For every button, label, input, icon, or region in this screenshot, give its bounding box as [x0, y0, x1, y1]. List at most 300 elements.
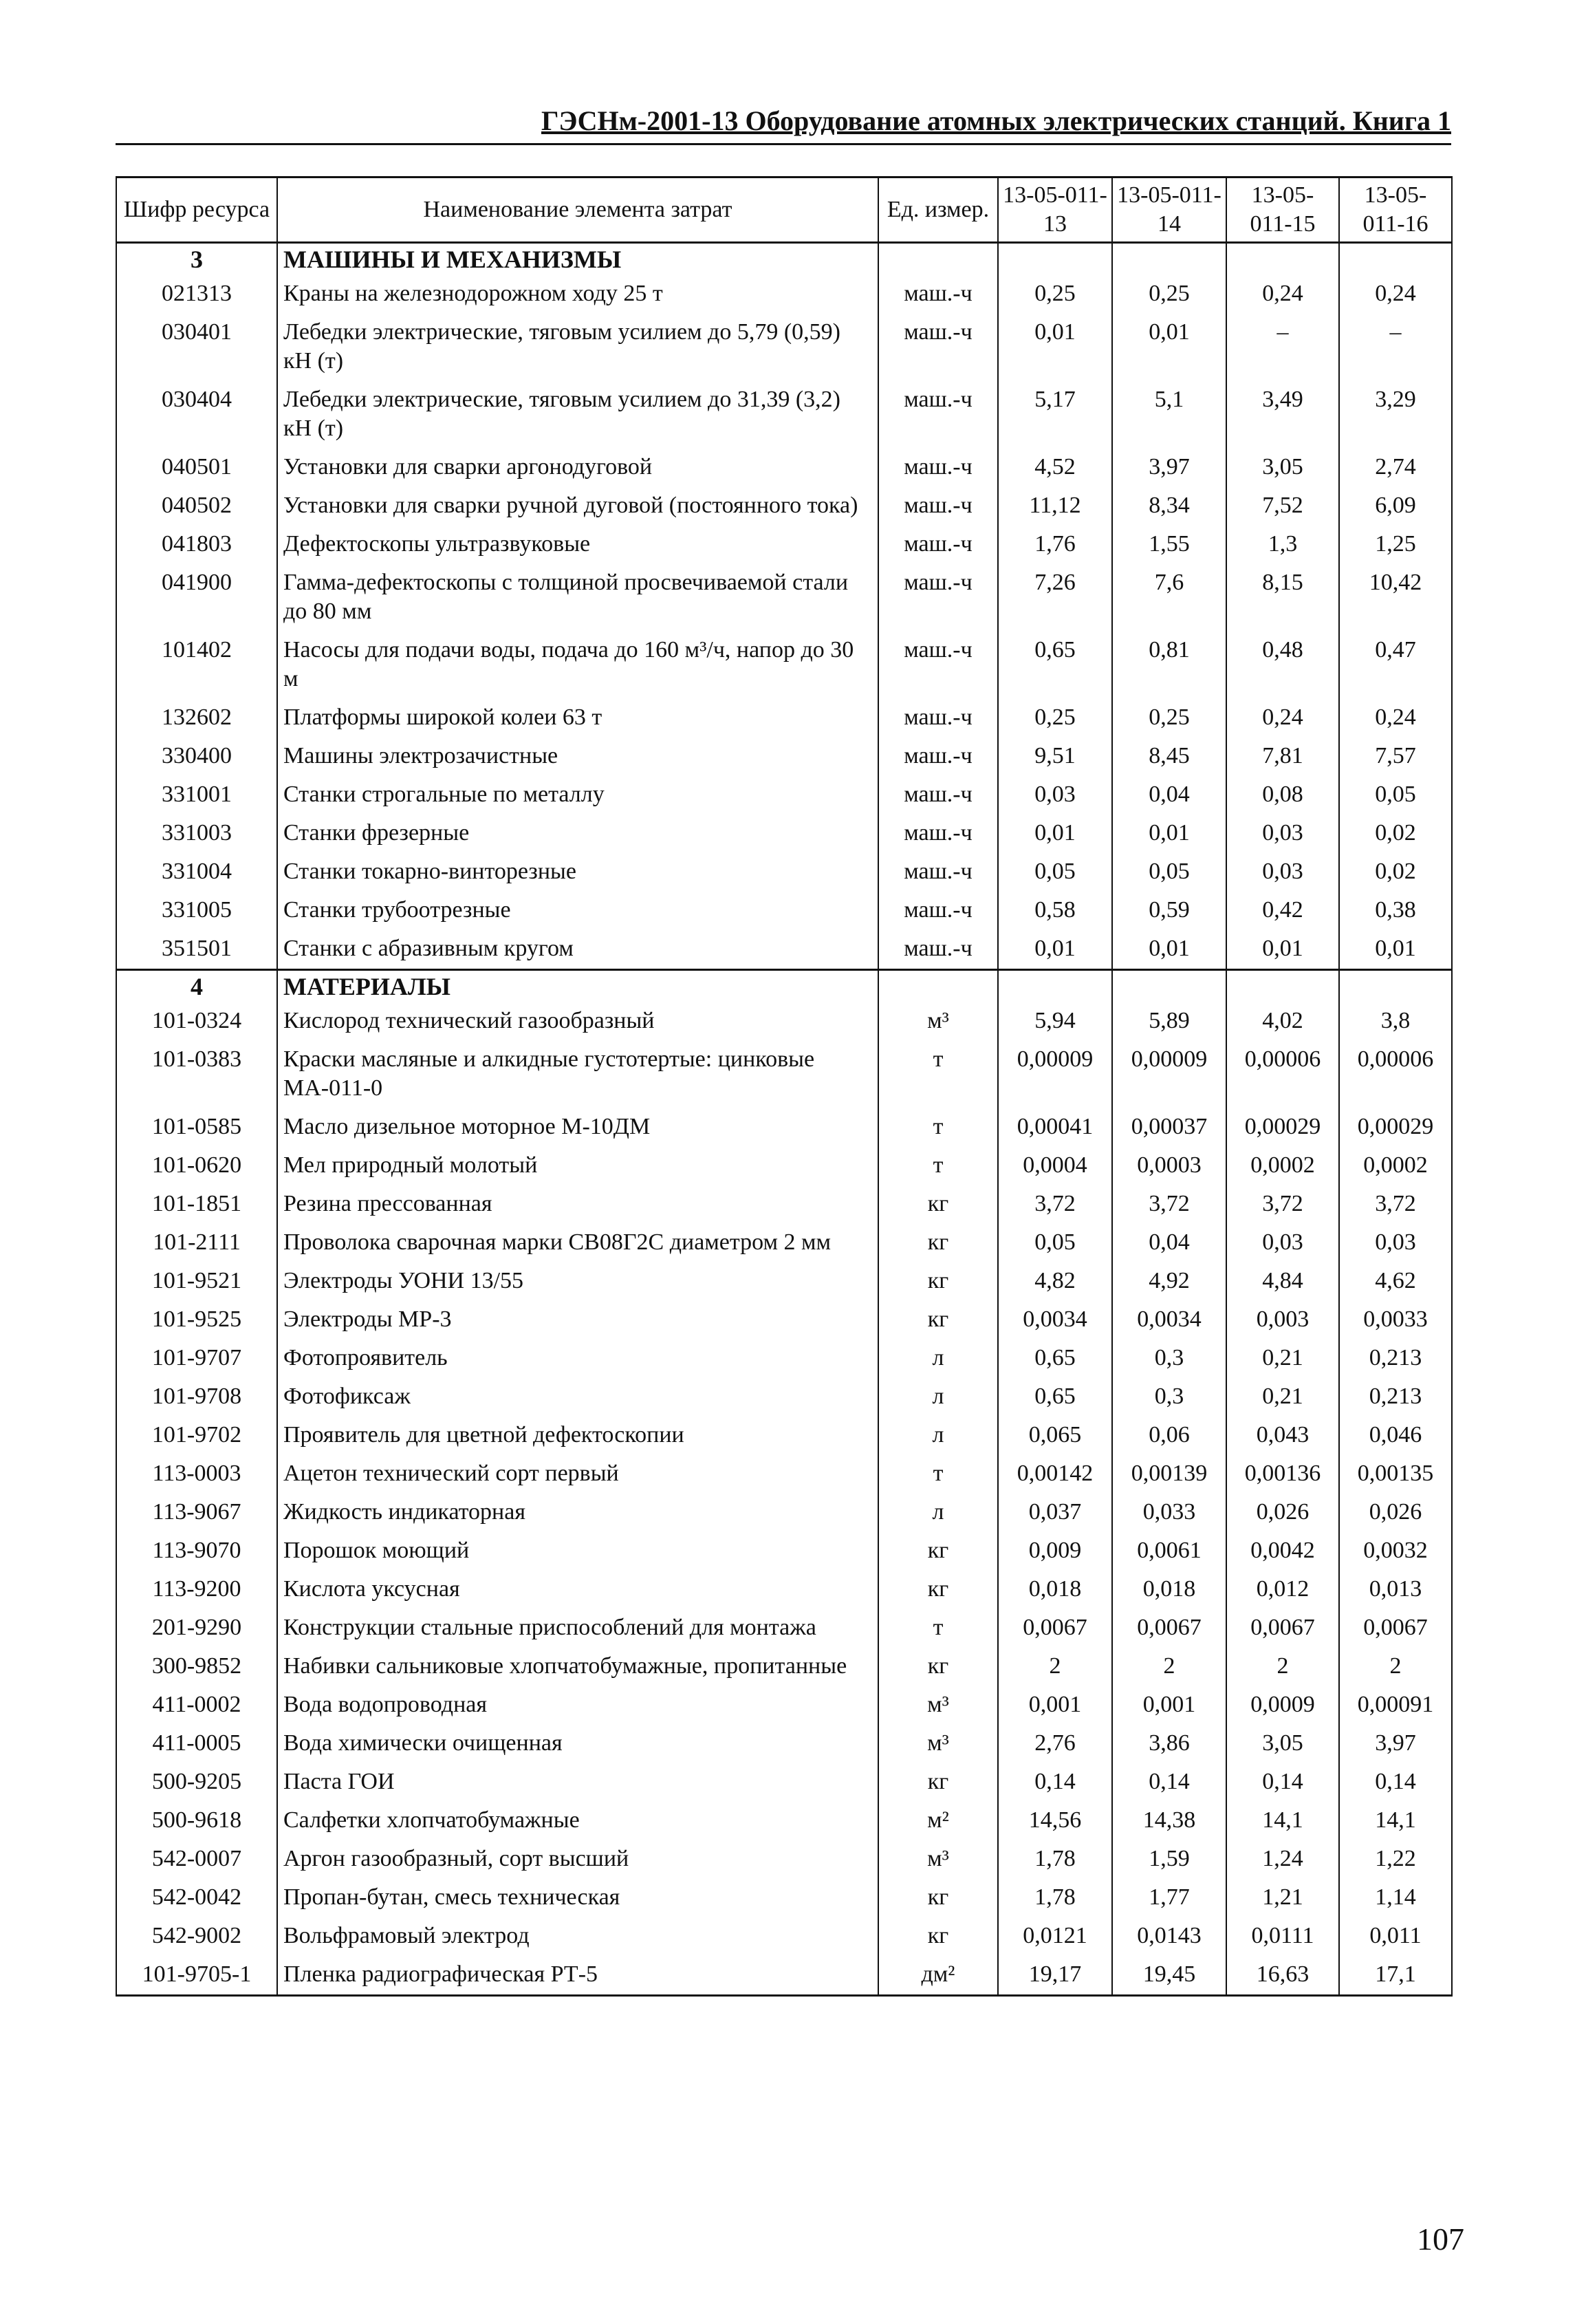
resource-name-cell: Проволока сварочная марки СВ08Г2С диаметром 2 мм: [277, 1224, 878, 1262]
value-cell: 0,03: [1226, 815, 1339, 853]
value-cell: 5,89: [1112, 1002, 1226, 1041]
value-cell: 0,001: [998, 1686, 1112, 1725]
unit-cell: кг: [878, 1262, 998, 1301]
value-cell: 0,046: [1339, 1417, 1452, 1455]
value-cell: 0,04: [1112, 1224, 1226, 1262]
resource-name-cell: Резина прессованная: [277, 1185, 878, 1224]
table-row: [116, 1147, 1452, 1185]
value-cell: 17,1: [1339, 1956, 1452, 1996]
value-cell: 0,0002: [1226, 1147, 1339, 1185]
value-cell: 0,38: [1339, 892, 1452, 930]
column-header: 13-05-011-13: [998, 177, 1112, 243]
resource-code-cell: 542-0007: [116, 1840, 277, 1879]
table-row: [116, 1648, 1452, 1686]
empty-cell: [1226, 243, 1339, 276]
resource-code-cell: 113-9067: [116, 1494, 277, 1532]
document-header: [116, 103, 1451, 145]
unit-cell: т: [878, 1147, 998, 1185]
unit-cell: маш.-ч: [878, 699, 998, 738]
resource-code-cell: 101-9525: [116, 1301, 277, 1339]
value-cell: 3,49: [1226, 381, 1339, 449]
table-row: [116, 892, 1452, 930]
resource-name-cell: Лебедки электрические, тяговым усилием до 5,79 (0,59) кН (т): [277, 314, 878, 381]
value-cell: 0,08: [1226, 776, 1339, 815]
resource-code-cell: 113-0003: [116, 1455, 277, 1494]
value-cell: 5,94: [998, 1002, 1112, 1041]
table-row: [116, 275, 1452, 314]
value-cell: 0,05: [1339, 776, 1452, 815]
resource-code-cell: 101-9705-1: [116, 1956, 277, 1996]
value-cell: 0,01: [1112, 930, 1226, 970]
value-cell: 0,47: [1339, 632, 1452, 699]
value-cell: 3,05: [1226, 449, 1339, 487]
value-cell: 0,00009: [1112, 1041, 1226, 1108]
resource-code-cell: 101-9708: [116, 1378, 277, 1417]
resource-name-cell: Проявитель для цветной дефектоскопии: [277, 1417, 878, 1455]
table-row: [116, 1532, 1452, 1571]
value-cell: –: [1339, 314, 1452, 381]
value-cell: 1,78: [998, 1840, 1112, 1879]
value-cell: 4,62: [1339, 1262, 1452, 1301]
value-cell: 0,00136: [1226, 1455, 1339, 1494]
table-row: [116, 1301, 1452, 1339]
resource-name-cell: Станки трубоотрезные: [277, 892, 878, 930]
value-cell: 19,17: [998, 1956, 1112, 1996]
unit-cell: маш.-ч: [878, 853, 998, 892]
value-cell: 0,01: [1112, 314, 1226, 381]
value-cell: 0,01: [998, 314, 1112, 381]
resource-code-cell: 030404: [116, 381, 277, 449]
table-row: [116, 776, 1452, 815]
value-cell: 0,21: [1226, 1378, 1339, 1417]
value-cell: 0,00009: [998, 1041, 1112, 1108]
empty-cell: [1339, 970, 1452, 1003]
empty-cell: [998, 243, 1112, 276]
value-cell: 1,14: [1339, 1879, 1452, 1917]
column-header: Ед. измер.: [878, 177, 998, 243]
resource-name-cell: Паста ГОИ: [277, 1763, 878, 1802]
resource-name-cell: Вода химически очищенная: [277, 1725, 878, 1763]
resource-name-cell: Салфетки хлопчатобумажные: [277, 1802, 878, 1840]
value-cell: 1,77: [1112, 1879, 1226, 1917]
value-cell: 0,02: [1339, 815, 1452, 853]
value-cell: 0,03: [1226, 853, 1339, 892]
resource-name-cell: Порошок моющий: [277, 1532, 878, 1571]
value-cell: 0,24: [1226, 275, 1339, 314]
resource-name-cell: Машины электрозачистные: [277, 738, 878, 776]
value-cell: 4,82: [998, 1262, 1112, 1301]
value-cell: 7,26: [998, 564, 1112, 632]
unit-cell: кг: [878, 1301, 998, 1339]
table-row: [116, 1262, 1452, 1301]
table-row: [116, 1339, 1452, 1378]
value-cell: 19,45: [1112, 1956, 1226, 1996]
value-cell: 0,043: [1226, 1417, 1339, 1455]
table-row: [116, 1494, 1452, 1532]
table-row: [116, 699, 1452, 738]
value-cell: 9,51: [998, 738, 1112, 776]
empty-cell: [1112, 243, 1226, 276]
resource-name-cell: Аргон газообразный, сорт высший: [277, 1840, 878, 1879]
resource-code-cell: 101-0585: [116, 1108, 277, 1147]
table-row: [116, 1879, 1452, 1917]
table-row: [116, 1609, 1452, 1648]
value-cell: 0,01: [998, 815, 1112, 853]
resource-code-cell: 113-9200: [116, 1571, 277, 1609]
table-row: [116, 930, 1452, 970]
value-cell: 1,59: [1112, 1840, 1226, 1879]
value-cell: 5,1: [1112, 381, 1226, 449]
section-code: 3: [116, 243, 277, 276]
value-cell: 0,00037: [1112, 1108, 1226, 1147]
value-cell: 0,01: [1339, 930, 1452, 970]
resource-name-cell: Установки для сварки аргонодуговой: [277, 449, 878, 487]
resource-code-cell: 101-9707: [116, 1339, 277, 1378]
value-cell: 11,12: [998, 487, 1112, 526]
value-cell: 0,0121: [998, 1917, 1112, 1956]
value-cell: 10,42: [1339, 564, 1452, 632]
value-cell: 0,0042: [1226, 1532, 1339, 1571]
unit-cell: маш.-ч: [878, 449, 998, 487]
value-cell: 3,97: [1112, 449, 1226, 487]
value-cell: 0,026: [1226, 1494, 1339, 1532]
table-row: [116, 1571, 1452, 1609]
value-cell: 1,25: [1339, 526, 1452, 564]
value-cell: 4,92: [1112, 1262, 1226, 1301]
value-cell: 2: [998, 1648, 1112, 1686]
unit-cell: м³: [878, 1686, 998, 1725]
table-row: [116, 449, 1452, 487]
value-cell: 0,25: [1112, 275, 1226, 314]
value-cell: 0,04: [1112, 776, 1226, 815]
table-row: [116, 738, 1452, 776]
resource-code-cell: 041900: [116, 564, 277, 632]
resource-code-cell: 500-9618: [116, 1802, 277, 1840]
value-cell: 0,0034: [998, 1301, 1112, 1339]
table-row: [116, 632, 1452, 699]
column-header: 13-05-011-14: [1112, 177, 1226, 243]
resource-code-cell: 500-9205: [116, 1763, 277, 1802]
value-cell: 0,01: [998, 930, 1112, 970]
resource-code-cell: 021313: [116, 275, 277, 314]
value-cell: 14,1: [1339, 1802, 1452, 1840]
resource-code-cell: 411-0005: [116, 1725, 277, 1763]
value-cell: 0,65: [998, 1339, 1112, 1378]
value-cell: 7,57: [1339, 738, 1452, 776]
resource-name-cell: Конструкции стальные приспособлений для монтажа: [277, 1609, 878, 1648]
resource-code-cell: 040502: [116, 487, 277, 526]
value-cell: 3,8: [1339, 1002, 1452, 1041]
table-row: [116, 1417, 1452, 1455]
value-cell: 0,0111: [1226, 1917, 1339, 1956]
unit-cell: маш.-ч: [878, 632, 998, 699]
value-cell: 0,03: [998, 776, 1112, 815]
table-row: [116, 1224, 1452, 1262]
resource-code-cell: 330400: [116, 738, 277, 776]
value-cell: 3,72: [1339, 1185, 1452, 1224]
unit-cell: маш.-ч: [878, 381, 998, 449]
value-cell: 0,25: [998, 275, 1112, 314]
unit-cell: маш.-ч: [878, 930, 998, 970]
resource-name-cell: Станки токарно-винторезные: [277, 853, 878, 892]
section-code: 4: [116, 970, 277, 1003]
resource-name-cell: Лебедки электрические, тяговым усилием до 31,39 (3,2) кН (т): [277, 381, 878, 449]
resource-name-cell: Дефектоскопы ультразвуковые: [277, 526, 878, 564]
unit-cell: т: [878, 1609, 998, 1648]
value-cell: 0,003: [1226, 1301, 1339, 1339]
table-row: [116, 1041, 1452, 1108]
unit-cell: кг: [878, 1648, 998, 1686]
value-cell: 2: [1339, 1648, 1452, 1686]
unit-cell: маш.-ч: [878, 738, 998, 776]
resource-name-cell: Станки фрезерные: [277, 815, 878, 853]
resource-code-cell: 351501: [116, 930, 277, 970]
table-row: [116, 1917, 1452, 1956]
value-cell: 0,03: [1226, 1224, 1339, 1262]
unit-cell: маш.-ч: [878, 815, 998, 853]
unit-cell: маш.-ч: [878, 892, 998, 930]
value-cell: 7,52: [1226, 487, 1339, 526]
value-cell: 8,45: [1112, 738, 1226, 776]
resource-code-cell: 331005: [116, 892, 277, 930]
unit-cell: л: [878, 1339, 998, 1378]
resource-name-cell: Электроды УОНИ 13/55: [277, 1262, 878, 1301]
value-cell: 0,00029: [1226, 1108, 1339, 1147]
column-header: Наименование элемента затрат: [277, 177, 878, 243]
document-title: ГЭСНм-2001-13 Оборудование атомных электрических станций. Книга 1: [541, 105, 1451, 136]
resource-name-cell: Платформы широкой колеи 63 т: [277, 699, 878, 738]
resource-name-cell: Установки для сварки ручной дуговой (постоянного тока): [277, 487, 878, 526]
value-cell: 0,213: [1339, 1339, 1452, 1378]
unit-cell: маш.-ч: [878, 487, 998, 526]
resource-code-cell: 030401: [116, 314, 277, 381]
resource-name-cell: Станки строгальные по металлу: [277, 776, 878, 815]
resource-code-cell: 331003: [116, 815, 277, 853]
table-row: [116, 1686, 1452, 1725]
value-cell: 0,01: [1112, 815, 1226, 853]
value-cell: 2,74: [1339, 449, 1452, 487]
value-cell: 4,52: [998, 449, 1112, 487]
unit-cell: кг: [878, 1571, 998, 1609]
resource-code-cell: 101-0620: [116, 1147, 277, 1185]
value-cell: 0,009: [998, 1532, 1112, 1571]
table-row: [116, 564, 1452, 632]
resource-code-cell: 101402: [116, 632, 277, 699]
value-cell: 0,02: [1339, 853, 1452, 892]
value-cell: 0,05: [998, 1224, 1112, 1262]
resource-code-cell: 132602: [116, 699, 277, 738]
empty-cell: [998, 970, 1112, 1003]
table-header-row: [116, 177, 1452, 243]
value-cell: 0,65: [998, 632, 1112, 699]
unit-cell: м³: [878, 1840, 998, 1879]
value-cell: 3,05: [1226, 1725, 1339, 1763]
value-cell: 7,81: [1226, 738, 1339, 776]
resource-name-cell: Вольфрамовый электрод: [277, 1917, 878, 1956]
value-cell: 0,0033: [1339, 1301, 1452, 1339]
value-cell: 0,0002: [1339, 1147, 1452, 1185]
value-cell: 0,011: [1339, 1917, 1452, 1956]
section-header-row: [116, 243, 1452, 276]
table-row: [116, 1725, 1452, 1763]
column-header: 13-05-011-16: [1339, 177, 1452, 243]
value-cell: 0,00135: [1339, 1455, 1452, 1494]
value-cell: 3,29: [1339, 381, 1452, 449]
value-cell: 0,0067: [1339, 1609, 1452, 1648]
resource-code-cell: 101-2111: [116, 1224, 277, 1262]
unit-cell: т: [878, 1108, 998, 1147]
resource-name-cell: Ацетон технический сорт первый: [277, 1455, 878, 1494]
unit-cell: м³: [878, 1002, 998, 1041]
value-cell: 0,00139: [1112, 1455, 1226, 1494]
unit-cell: т: [878, 1455, 998, 1494]
section-header-row: [116, 970, 1452, 1003]
value-cell: 0,81: [1112, 632, 1226, 699]
value-cell: 0,24: [1339, 699, 1452, 738]
value-cell: 0,00041: [998, 1108, 1112, 1147]
table-row: [116, 1763, 1452, 1802]
empty-cell: [878, 243, 998, 276]
value-cell: 8,34: [1112, 487, 1226, 526]
unit-cell: л: [878, 1417, 998, 1455]
resource-code-cell: 101-0383: [116, 1041, 277, 1108]
table-row: [116, 815, 1452, 853]
column-header: 13-05-011-15: [1226, 177, 1339, 243]
unit-cell: кг: [878, 1917, 998, 1956]
value-cell: –: [1226, 314, 1339, 381]
value-cell: 0,14: [1339, 1763, 1452, 1802]
resource-name-cell: Вода водопроводная: [277, 1686, 878, 1725]
value-cell: 0,0061: [1112, 1532, 1226, 1571]
table-row: [116, 1802, 1452, 1840]
value-cell: 0,018: [1112, 1571, 1226, 1609]
value-cell: 2,76: [998, 1725, 1112, 1763]
value-cell: 0,06: [1112, 1417, 1226, 1455]
resource-name-cell: Масло дизельное моторное М-10ДМ: [277, 1108, 878, 1147]
resource-name-cell: Фотофиксаж: [277, 1378, 878, 1417]
value-cell: 0,01: [1226, 930, 1339, 970]
table-row: [116, 853, 1452, 892]
resource-code-cell: 542-0042: [116, 1879, 277, 1917]
value-cell: 0,3: [1112, 1339, 1226, 1378]
table-row: [116, 1455, 1452, 1494]
value-cell: 0,05: [1112, 853, 1226, 892]
resource-code-cell: 331004: [116, 853, 277, 892]
unit-cell: кг: [878, 1185, 998, 1224]
value-cell: 1,21: [1226, 1879, 1339, 1917]
value-cell: 0,037: [998, 1494, 1112, 1532]
value-cell: 0,013: [1339, 1571, 1452, 1609]
value-cell: 0,0004: [998, 1147, 1112, 1185]
value-cell: 1,78: [998, 1879, 1112, 1917]
resource-code-cell: 201-9290: [116, 1609, 277, 1648]
value-cell: 0,0067: [998, 1609, 1112, 1648]
value-cell: 0,065: [998, 1417, 1112, 1455]
empty-cell: [1112, 970, 1226, 1003]
value-cell: 0,14: [1226, 1763, 1339, 1802]
value-cell: 1,55: [1112, 526, 1226, 564]
value-cell: 0,21: [1226, 1339, 1339, 1378]
value-cell: 3,72: [1112, 1185, 1226, 1224]
table-row: [116, 314, 1452, 381]
page-number: 107: [1417, 2221, 1464, 2257]
resource-name-cell: Гамма-дефектоскопы с толщиной просвечиваемой стали до 80 мм: [277, 564, 878, 632]
value-cell: 0,018: [998, 1571, 1112, 1609]
value-cell: 0,213: [1339, 1378, 1452, 1417]
unit-cell: маш.-ч: [878, 275, 998, 314]
empty-cell: [1339, 243, 1452, 276]
unit-cell: л: [878, 1378, 998, 1417]
value-cell: 0,42: [1226, 892, 1339, 930]
value-cell: 0,0032: [1339, 1532, 1452, 1571]
value-cell: 14,56: [998, 1802, 1112, 1840]
resource-name-cell: Набивки сальниковые хлопчатобумажные, пропитанные: [277, 1648, 878, 1686]
resource-code-cell: 040501: [116, 449, 277, 487]
unit-cell: кг: [878, 1879, 998, 1917]
value-cell: 16,63: [1226, 1956, 1339, 1996]
table-row: [116, 1108, 1452, 1147]
value-cell: 0,24: [1339, 275, 1452, 314]
section-title: МАТЕРИАЛЫ: [277, 970, 878, 1003]
table-row: [116, 526, 1452, 564]
value-cell: 0,0067: [1226, 1609, 1339, 1648]
resource-name-cell: Краны на железнодорожном ходу 25 т: [277, 275, 878, 314]
value-cell: 14,38: [1112, 1802, 1226, 1840]
unit-cell: кг: [878, 1224, 998, 1262]
resource-code-cell: 101-0324: [116, 1002, 277, 1041]
value-cell: 3,97: [1339, 1725, 1452, 1763]
value-cell: 6,09: [1339, 487, 1452, 526]
value-cell: 0,00091: [1339, 1686, 1452, 1725]
value-cell: 0,0034: [1112, 1301, 1226, 1339]
value-cell: 0,0009: [1226, 1686, 1339, 1725]
value-cell: 0,0003: [1112, 1147, 1226, 1185]
resource-code-cell: 411-0002: [116, 1686, 277, 1725]
resource-name-cell: Пропан-бутан, смесь техническая: [277, 1879, 878, 1917]
value-cell: 1,76: [998, 526, 1112, 564]
table-body: [116, 243, 1452, 1996]
table-row: [116, 381, 1452, 449]
resource-code-cell: 041803: [116, 526, 277, 564]
unit-cell: маш.-ч: [878, 526, 998, 564]
empty-cell: [1226, 970, 1339, 1003]
value-cell: 8,15: [1226, 564, 1339, 632]
table-row: [116, 487, 1452, 526]
value-cell: 0,58: [998, 892, 1112, 930]
resource-table: [116, 176, 1453, 1997]
unit-cell: кг: [878, 1532, 998, 1571]
value-cell: 1,24: [1226, 1840, 1339, 1879]
value-cell: 0,05: [998, 853, 1112, 892]
value-cell: 0,00006: [1339, 1041, 1452, 1108]
value-cell: 0,00006: [1226, 1041, 1339, 1108]
value-cell: 0,25: [998, 699, 1112, 738]
unit-cell: маш.-ч: [878, 776, 998, 815]
resource-name-cell: Фотопроявитель: [277, 1339, 878, 1378]
value-cell: 14,1: [1226, 1802, 1339, 1840]
resource-name-cell: Краски масляные и алкидные густотертые: цинковые МА-011-0: [277, 1041, 878, 1108]
table-row: [116, 1378, 1452, 1417]
resource-name-cell: Станки с абразивным кругом: [277, 930, 878, 970]
resource-name-cell: Пленка радиографическая РТ-5: [277, 1956, 878, 1996]
unit-cell: маш.-ч: [878, 564, 998, 632]
value-cell: 0,012: [1226, 1571, 1339, 1609]
value-cell: 0,0067: [1112, 1609, 1226, 1648]
table-row: [116, 1956, 1452, 1996]
value-cell: 0,026: [1339, 1494, 1452, 1532]
value-cell: 2: [1226, 1648, 1339, 1686]
value-cell: 0,0143: [1112, 1917, 1226, 1956]
